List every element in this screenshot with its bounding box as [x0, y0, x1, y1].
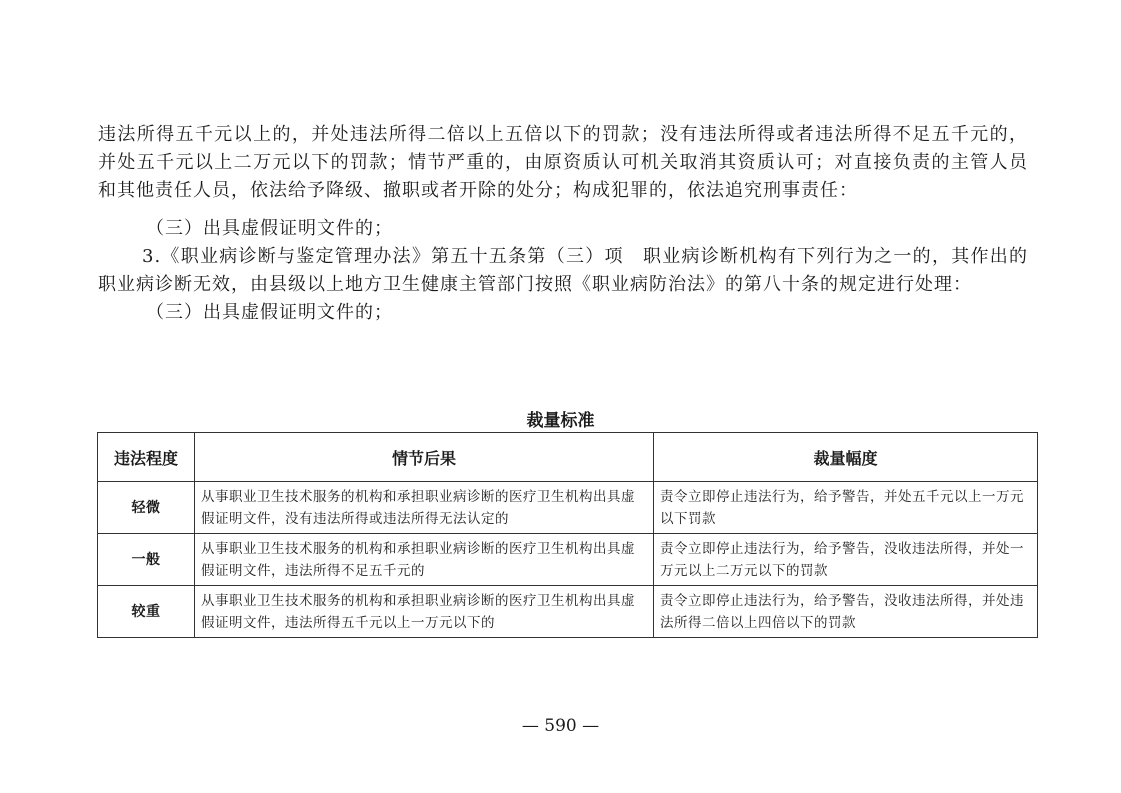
paragraph-article-reference: 3.《职业病诊断与鉴定管理办法》第五十五条第（三）项 职业病诊断机构有下列行为之一的，其作出的职业病诊断无效，由县级以上地方卫生健康主管部门按照《职业病防治法》的第八十条的规定进行处理： [98, 246, 1028, 295]
table-title: 裁量标准 [526, 411, 595, 431]
table-row [98, 534, 1038, 586]
circumstance-cell: 从事职业卫生技术服务的机构和承担职业病诊断的医疗卫生机构出具虚假证明文件，没有违法所得或违法所得无法认定的 [195, 482, 654, 534]
violation-level-cell: 轻微 [98, 482, 195, 534]
paragraph-penalty-clause: 违法所得五千元以上的，并处违法所得二倍以上五倍以下的罚款；没有违法所得或者违法所得不足五千元的，并处五千元以上二万元以下的罚款；情节严重的，由原资质认可机关取消其资质认可；对直接负责的主管人员和其他责任人员，依法给予降级、撤职或者开除的处分；构成犯罪的，依法追究刑事责任： [98, 124, 1028, 201]
circumstance-cell: 从事职业卫生技术服务的机构和承担职业病诊断的医疗卫生机构出具虚假证明文件，违法所得五千元以上一万元以下的 [195, 586, 654, 638]
discretion-standard-table [97, 432, 1038, 638]
circumstance-cell: 从事职业卫生技术服务的机构和承担职业病诊断的医疗卫生机构出具虚假证明文件，违法所得不足五千元的 [195, 534, 654, 586]
table-row [98, 586, 1038, 638]
table-header-row [98, 433, 1038, 482]
violation-level-cell: 较重 [98, 586, 195, 638]
header-violation-level: 违法程度 [98, 433, 195, 482]
paragraph-item-three: （三）出具虚假证明文件的； [146, 218, 393, 239]
header-penalty-range: 裁量幅度 [654, 433, 1038, 482]
paragraph-item-three-repeat: （三）出具虚假证明文件的； [146, 302, 393, 323]
penalty-cell: 责令立即停止违法行为，给予警告，并处五千元以上一万元以下罚款 [654, 482, 1038, 534]
penalty-cell: 责令立即停止违法行为，给予警告，没收违法所得，并处违法所得二倍以上四倍以下的罚款 [654, 586, 1038, 638]
body-text-block [98, 121, 1028, 327]
page-number: — 590 — [521, 716, 600, 736]
table-row [98, 482, 1038, 534]
penalty-cell: 责令立即停止违法行为，给予警告，没收违法所得，并处一万元以上二万元以下的罚款 [654, 534, 1038, 586]
header-circumstance: 情节后果 [195, 433, 654, 482]
violation-level-cell: 一般 [98, 534, 195, 586]
